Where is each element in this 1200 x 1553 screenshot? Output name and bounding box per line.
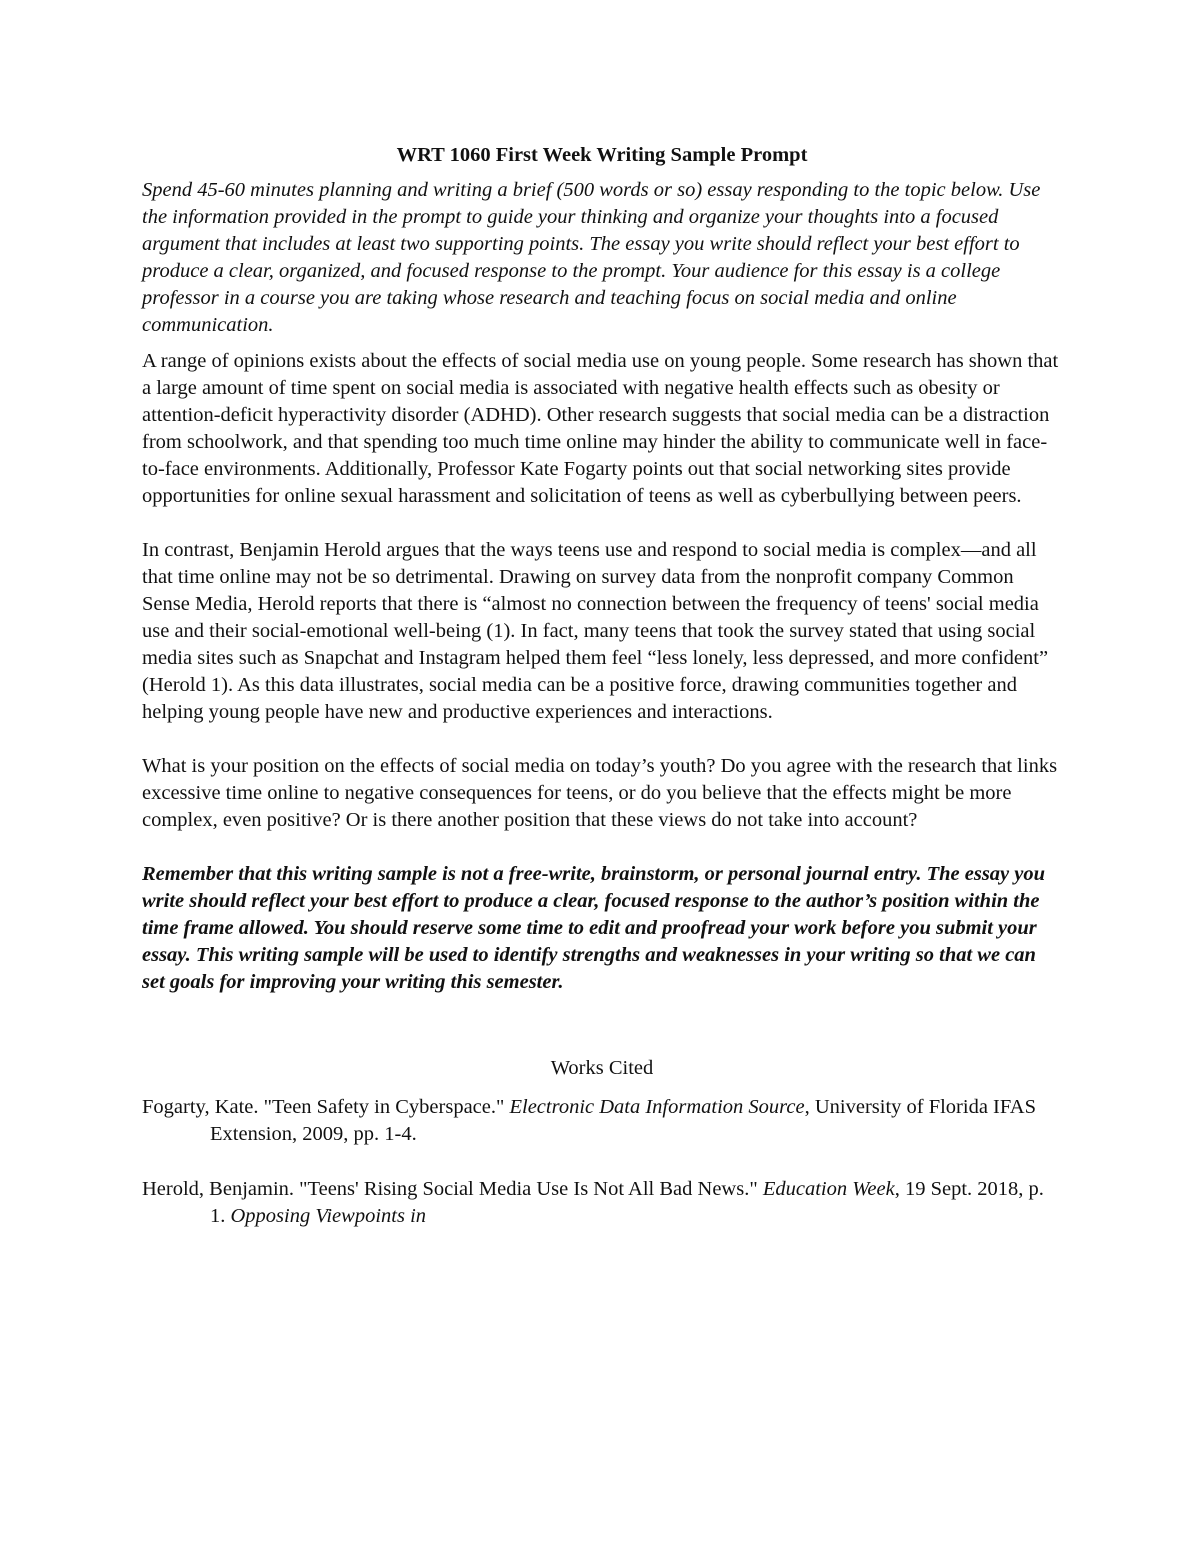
citation-text: Fogarty, Kate. "Teen Safety in Cyberspace." — [142, 1096, 510, 1118]
body-paragraph-2: In contrast, Benjamin Herold argues that the ways teens use and respond to social media is complex—and all that time online may not be so detrimental. Drawing on survey data from the nonprofit company Common Sense Media, Herold reports that there is “almost no connection between the frequency of teens' social media use and their social-emotional well-being (1). In fact, many teens that took the survey stated that using social media sites such as Snapchat and Instagram helped them feel “less lonely, less depressed, and more confident” (Herold 1). As this data illustrates, social media can be a positive force, drawing communities together and helping young people have new and productive experiences and interactions. — [142, 539, 1049, 723]
citation-text: Herold, Benjamin. "Teens' Rising Social Media Use Is Not All Bad News." — [142, 1178, 763, 1200]
citation-herold — [142, 1176, 1062, 1230]
body-paragraph-3: What is your position on the effects of social media on today’s youth? Do you agree with the research that links excessive time online to negative consequences for teens, or do you believe that the effects might be more complex, even positive? Or is there another position that these views do not take into account? — [142, 755, 1058, 831]
citation-text: , 19 Sept. 2018, p. 1. — [210, 1178, 1044, 1227]
citation-database: Opposing Viewpoints in — [230, 1205, 427, 1227]
document-page — [142, 142, 1062, 1258]
citation-text: , University of Florida IFAS Extension, 2009, pp. 1-4. — [210, 1096, 1036, 1145]
citation-source: Electronic Data Information Source — [509, 1096, 805, 1118]
works-cited-heading: Works Cited — [550, 1057, 654, 1079]
citation-fogarty — [142, 1094, 1062, 1148]
document-title: WRT 1060 First Week Writing Sample Prompt — [396, 144, 808, 166]
reminder-paragraph: Remember that this writing sample is not a free-write, brainstorm, or personal journal entry. The essay you write should reflect your best effort to produce a clear, focused response to the author’s position within the time frame allowed. You should reserve some time to edit and proofread your work before you submit your essay. This writing sample will be used to identify strengths and weaknesses in your writing so that we can set goals for improving your writing this semester. — [142, 863, 1046, 993]
citation-source: Education Week — [762, 1178, 895, 1200]
instructions-paragraph: Spend 45-60 minutes planning and writing a brief (500 words or so) essay responding to the topic below. Use the information provided in the prompt to guide your thinking and organize your thoughts into a focused argument that includes at least two supporting points. The essay you write should reflect your best effort to produce a clear, organized, and focused response to the prompt. Your audience for this essay is a college professor in a course you are taking whose research and teaching focus on social media and online communication. — [142, 179, 1041, 336]
body-paragraph-1: A range of opinions exists about the effects of social media use on young people. Some research has shown that a large amount of time spent on social media is associated with negative health effects such as obesity or attention-deficit hyperactivity disorder (ADHD). Other research suggests that social media can be a distraction from schoolwork, and that spending too much time online may hinder the ability to communicate well in face-to-face environments. Additionally, Professor Kate Fogarty points out that social networking sites provide opportunities for online sexual harassment and solicitation of teens as well as cyberbullying between peers. — [142, 350, 1059, 507]
